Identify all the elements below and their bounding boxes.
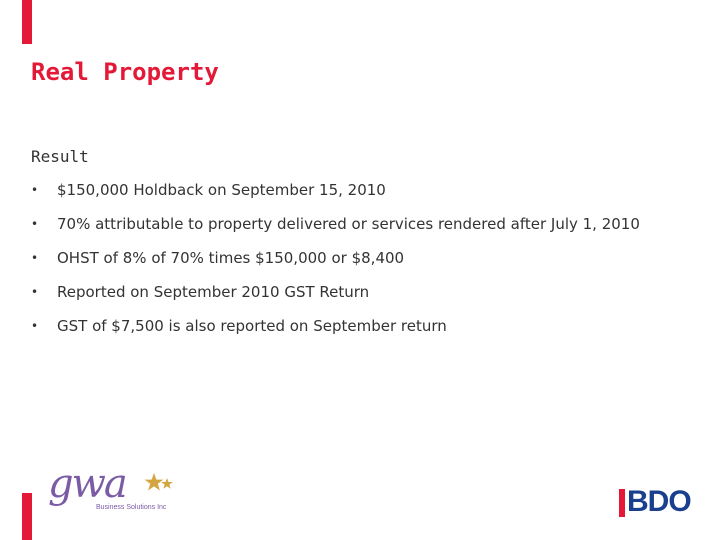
bullet-dot-icon: • [31, 285, 39, 299]
bullet-item [31, 213, 640, 247]
slide-subtitle: Result [31, 147, 89, 166]
bullet-item [31, 247, 640, 281]
top-accent-bar [22, 0, 32, 44]
bullet-text: GST of $7,500 is also reported on September return [57, 317, 447, 335]
gwa-logo-word: gwa [48, 461, 126, 507]
bullet-list [31, 179, 640, 349]
bullet-item [31, 179, 640, 213]
bdo-logo-text: BDO [627, 485, 691, 518]
gwa-logo [48, 462, 188, 522]
bullet-item [31, 315, 640, 349]
bullet-text: $150,000 Holdback on September 15, 2010 [57, 181, 386, 199]
stars-icon [144, 472, 174, 494]
bdo-logo-bar [619, 489, 625, 517]
gwa-logo-tagline: Business Solutions Inc [96, 504, 167, 511]
bullet-dot-icon: • [31, 217, 39, 231]
bullet-dot-icon: • [31, 183, 39, 197]
bullet-text: 70% attributable to property delivered or services rendered after July 1, 2010 [57, 215, 640, 233]
bdo-logo [619, 487, 699, 519]
bottom-accent-bar [22, 493, 32, 540]
slide-title: Real Property [31, 58, 219, 86]
bullet-text: OHST of 8% of 70% times $150,000 or $8,400 [57, 249, 405, 267]
bullet-item [31, 281, 640, 315]
bullet-dot-icon: • [31, 319, 39, 333]
bullet-text: Reported on September 2010 GST Return [57, 283, 370, 301]
bullet-dot-icon: • [31, 251, 39, 265]
